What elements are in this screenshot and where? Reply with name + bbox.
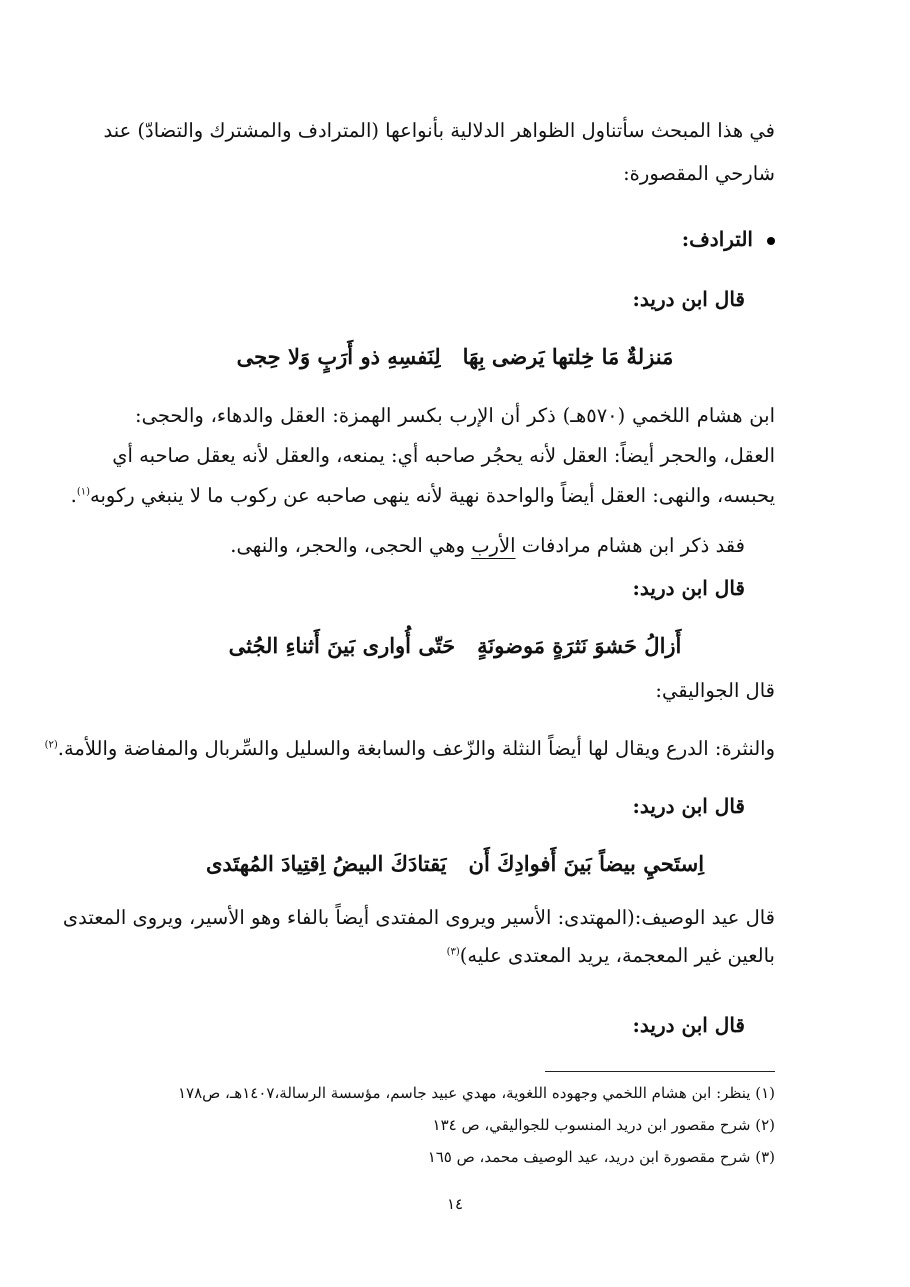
verse-1-first-hemistich: مَنزلةٌ مَا خِلتها يَرضى بِهَا [462, 344, 674, 369]
footnote-separator [545, 1071, 775, 1072]
footnote-1: (١) ينظر: ابن هشام اللخمي وجهوده اللغوية، مهدي عبيد جاسم، مؤسسة الرسالة،١٤٠٧هـ، ص١٧٨ [177, 1084, 775, 1102]
commentary-3-line-2-text: بالعين غير المعجمة، يريد المعتدى عليه) [459, 944, 775, 967]
verse-3 [135, 847, 775, 881]
verse-3-second-hemistich: يَقتادَكَ البيضُ اِقتِيادَ المُهتَدى [205, 851, 447, 876]
footnote-ref-3: (٣) [446, 946, 460, 958]
footnote-2: (٢) شرح مقصور ابن دريد المنسوب للجواليقي، ص ١٣٤ [432, 1116, 775, 1134]
commentary-3-line-2 [135, 941, 775, 971]
section-heading [135, 224, 775, 254]
speaker-heading-2: قال ابن دريد: [632, 576, 745, 600]
commentary-1-line-4 [135, 531, 745, 561]
footnote-3: (٣) شرح مقصورة ابن دريد، عيد الوصيف محمد، ص ١٦٥ [427, 1148, 775, 1166]
commentary-3-line-1: قال عيد الوصيف:(المهتدى: الأسير ويروى المفتدى أيضاً بالفاء وهو الأسير، ويروى المعتدى [62, 906, 775, 929]
speaker-heading-4: قال ابن دريد: [632, 1013, 745, 1037]
commentary-1-line-1: ابن هشام اللخمي (٥٧٠هـ) ذكر أن الإرب بكسر الهمزة: العقل والدهاء، والحجى: [135, 404, 775, 427]
commentary-1-line-3-end: . [70, 484, 77, 507]
speaker-heading-1: قال ابن دريد: [632, 287, 745, 311]
bullet-icon [767, 237, 775, 245]
commentary-2-text [44, 734, 775, 764]
section-heading-text: الترادف: [681, 227, 753, 251]
commentary-1-line-4-end: وهي الحجى، والحجر، والنهى. [230, 534, 465, 557]
commentary-2-text-body: والنثرة: الدرع ويقال لها أيضاً النثلة والزّعف والسابغة والسليل والسِّربال والمفاضة واللأمة. [57, 737, 775, 760]
intro-line-1: في هذا المبحث سأتناول الظواهر الدلالية بأنواعها (المترادف والمشترك والتضادّ) عند [103, 119, 775, 142]
commentary-1-line-3 [70, 481, 775, 511]
verse-2 [135, 629, 775, 663]
commentary-1-line-2: العقل، والحجر أيضاً: العقل لأنه يحجُر صاحبه أي: يمنعه، والعقل لأنه يعقل صاحبه أي [112, 444, 775, 467]
speaker-heading-3: قال ابن دريد: [632, 794, 745, 818]
page-number: ١٤ [446, 1195, 464, 1213]
footnote-ref-1: (١) [76, 486, 90, 498]
footnote-ref-2: (٢) [44, 739, 58, 751]
commentary-2-intro: قال الجواليقي: [655, 679, 775, 702]
verse-2-first-hemistich: أَزالُ حَشوَ نَثرَةٍ مَوضونَةٍ [477, 633, 682, 658]
intro-line-2: شارحي المقصورة: [623, 162, 775, 185]
verse-1 [135, 340, 775, 374]
underlined-word: الأرب [471, 534, 516, 557]
verse-1-second-hemistich: لِنَفسِهِ ذو أَرَبٍ وَلا حِجى [236, 344, 441, 369]
commentary-1-line-4-start: فقد ذكر ابن هشام مرادفات [521, 534, 745, 557]
verse-3-first-hemistich: اِستَحيِ بيضاً بَينَ أَفوادِكَ أَن [468, 851, 705, 876]
verse-2-second-hemistich: حَتّى أُوارى بَينَ أَثناءِ الجُثى [228, 633, 456, 658]
commentary-1-line-3-text: يحبسه، والنهى: العقل أيضاً والواحدة نهية لأنه ينهى صاحبه عن ركوب ما لا ينبغي ركوبه [90, 484, 775, 507]
